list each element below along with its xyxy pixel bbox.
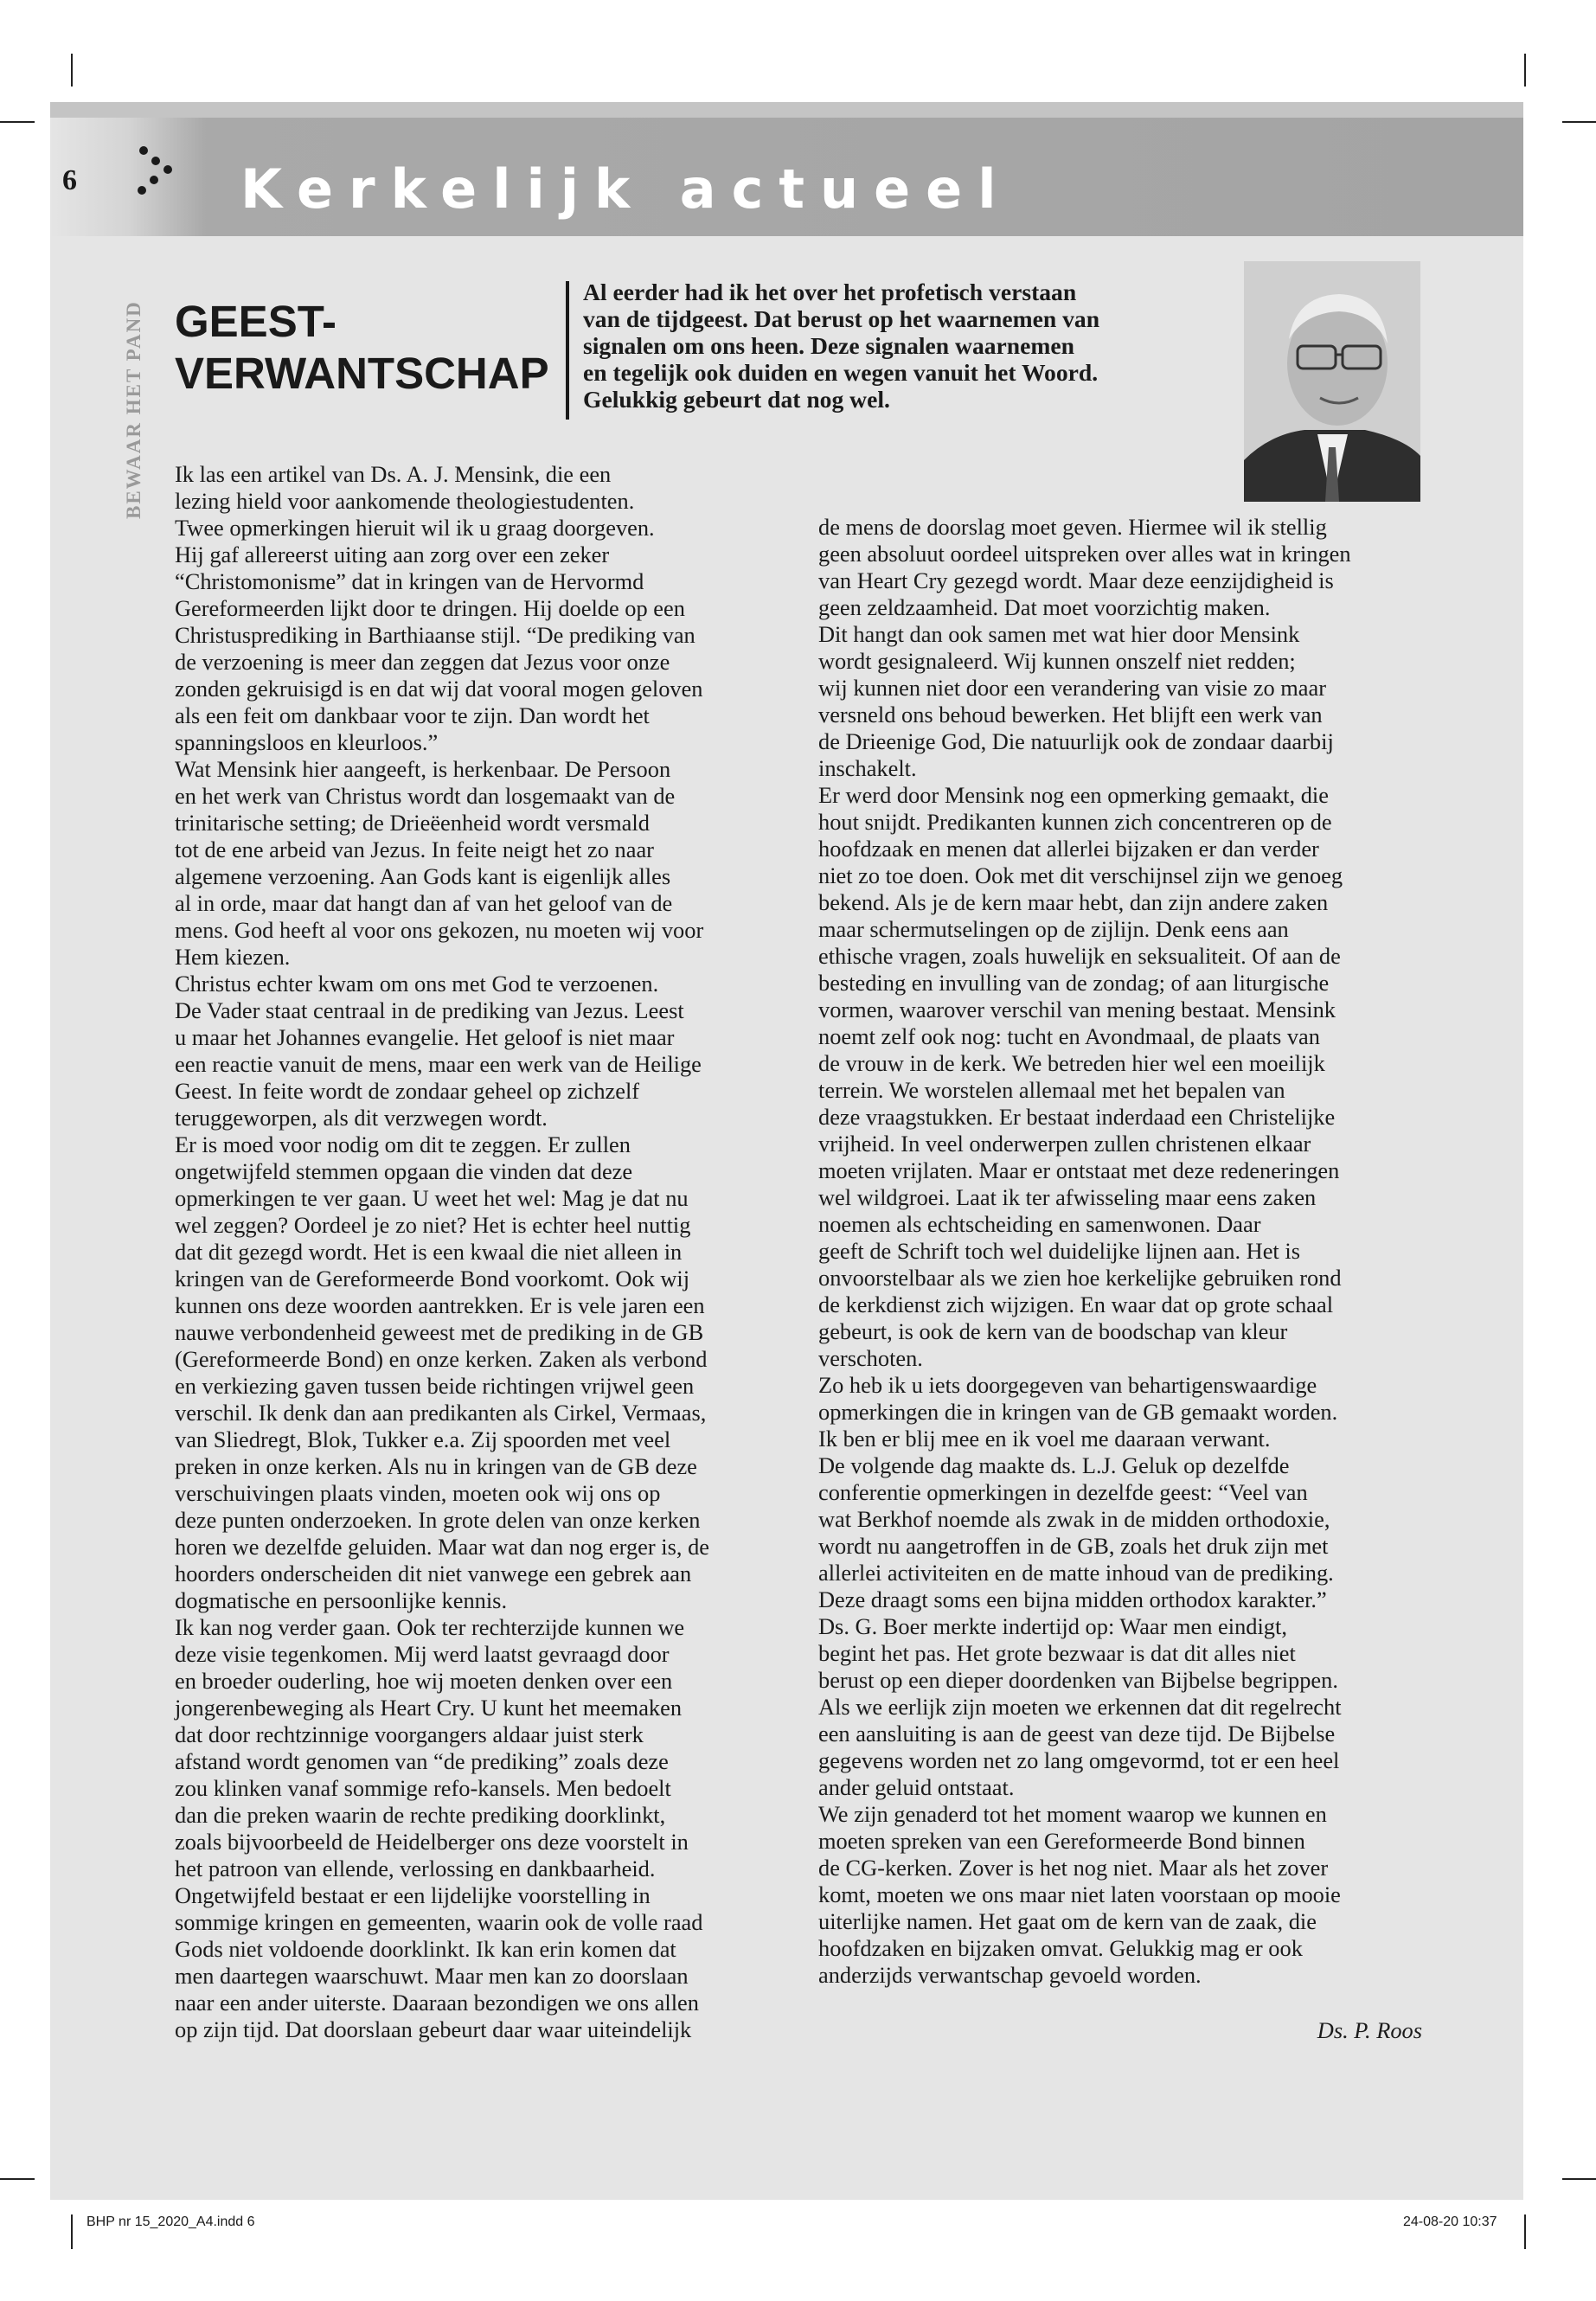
headline-line: VERWANTSCHAP	[175, 349, 549, 398]
article-line: Zo heb ik u iets doorgegeven van behartigenswaardige	[818, 1372, 1317, 1398]
crop-mark	[0, 121, 35, 123]
intro-line: Gelukkig gebeurt dat nog wel.	[583, 386, 890, 413]
article-line: geen absoluut oordeel uitspreken over alles wat in kringen	[818, 541, 1351, 567]
article-line: Geest. In feite wordt de zondaar geheel op zichzelf	[175, 1078, 640, 1104]
article-line: ethische vragen, zoals huwelijk en seksualiteit. Of aan de	[818, 943, 1341, 969]
article-line: Ds. G. Boer merkte indertijd op: Waar men eindigt,	[818, 1613, 1287, 1639]
article-line: de vrouw in de kerk. We betreden hier wel een moeilijk	[818, 1050, 1325, 1076]
article-line: een reactie vanuit de mens, maar een werk van de Heilige	[175, 1051, 702, 1077]
article-line: en het werk van Christus wordt dan losgemaakt van de	[175, 783, 676, 809]
article-line: Ik ben er blij mee en ik voel me daaraan verwant.	[818, 1426, 1271, 1452]
article-line: wij kunnen niet door een verandering van visie zo maar	[818, 675, 1326, 701]
article-line: (Gereformeerde Bond) en onze kerken. Zaken als verbond	[175, 1346, 708, 1372]
article-line: jongerenbeweging als Heart Cry. U kunt het meemaken	[175, 1695, 683, 1721]
article-line: lezing hield voor aankomende theologiestudenten.	[175, 488, 635, 514]
article-line: men daartegen waarschuwt. Maar men kan zo doorslaan	[175, 1963, 689, 1989]
article-line: Hij gaf allereerst uiting aan zorg over een zeker	[175, 542, 610, 567]
article-line: Christusprediking in Barthiaanse stijl. “De prediking van	[175, 622, 695, 648]
section-title: Kerkelijk actueel	[240, 157, 1012, 221]
article-line: en broeder ouderling, hoe wij moeten denken over een	[175, 1668, 673, 1694]
article-line: berust op een dieper doordenken van Bijbelse begrippen.	[818, 1667, 1338, 1693]
article-line: Hem kiezen.	[175, 944, 291, 970]
article-line: tot de ene arbeid van Jezus. In feite neigt het zo naar	[175, 836, 654, 862]
article-line: Er werd door Mensink nog een opmerking gemaakt, die	[818, 782, 1329, 808]
article-line: spanningsloos en kleurloos.”	[175, 729, 439, 755]
article-line: trinitarische setting; de Drieëenheid wordt versmald	[175, 810, 650, 836]
article-line: de Drieenige God, Die natuurlijk ook de zondaar daarbij	[818, 728, 1334, 754]
article-line: kunnen ons deze woorden aantrekken. Er is vele jaren een	[175, 1292, 705, 1318]
article-line: verschil. Ik denk dan aan predikanten als Cirkel, Vermaas,	[175, 1400, 707, 1426]
article-line: Gods niet voldoende doorklinkt. Ik kan erin komen dat	[175, 1936, 676, 1962]
page-number: 6	[62, 164, 77, 196]
triangle-dots-icon	[137, 144, 189, 213]
article-line: vrijheid. In veel onderwerpen zullen christenen elkaar	[818, 1131, 1311, 1157]
article-line: Gereformeerden lijkt door te dringen. Hij doelde op een	[175, 595, 685, 621]
article-column-1	[175, 461, 796, 2043]
article-line: Dit hangt dan ook samen met wat hier door Mensink	[818, 621, 1300, 647]
intro-divider	[566, 281, 569, 420]
section-header-band	[50, 102, 1523, 236]
crop-mark	[1562, 121, 1596, 123]
article-line: anderzijds verwantschap gevoeld worden.	[818, 1962, 1202, 1988]
headline-line: GEEST-	[175, 297, 337, 346]
article-line: de verzoening is meer dan zeggen dat Jezus voor onze	[175, 649, 670, 675]
article-line: de mens de doorslag moet geven. Hiermee wil ik stellig	[818, 514, 1327, 540]
article-line: verschoten.	[818, 1345, 923, 1371]
article-line: en verkiezing gaven tussen beide richtingen vrijwel geen	[175, 1373, 695, 1399]
article-line: deze visie tegenkomen. Mij werd laatst gevraagd door	[175, 1641, 670, 1667]
article-line: kringen van de Gereformeerde Bond voorkomt. Ook wij	[175, 1266, 690, 1292]
article-line: besteding en invulling van de zondag; of aan liturgische	[818, 970, 1330, 996]
article-line: versneld ons behoud bewerken. Het blijft een werk van	[818, 702, 1323, 727]
article-line: nauwe verbondenheid geweest met de prediking in de GB	[175, 1319, 704, 1345]
article-line: conferentie opmerkingen in dezelfde geest: “Veel van	[818, 1479, 1308, 1505]
article-line: moeten spreken van een Gereformeerde Bond binnen	[818, 1828, 1305, 1854]
article-line: wordt gesignaleerd. Wij kunnen onszelf niet redden;	[818, 648, 1296, 674]
article-line: onvoorstelbaar als we zien hoe kerkelijke gebruiken rond	[818, 1265, 1342, 1291]
article-line: hout snijdt. Predikanten kunnen zich concentreren op de	[818, 809, 1332, 835]
article-line: naar een ander uiterste. Daaraan bezondigen we ons allen	[175, 1990, 699, 2016]
article-line: zou klinken vanaf sommige refo-kansels. Men bedoelt	[175, 1775, 671, 1801]
article-line: wel wildgroei. Laat ik ter afwisseling maar eens zaken	[818, 1184, 1317, 1210]
article-line: Ik kan nog verder gaan. Ook ter rechterzijde kunnen we	[175, 1614, 685, 1640]
footer-timestamp: 24-08-20 10:37	[1403, 2214, 1497, 2229]
article-line: komt, moeten we ons maar niet laten voorstaan op mooie	[818, 1881, 1341, 1907]
article-line: deze vraagstukken. Er bestaat inderdaad een Christelijke	[818, 1104, 1336, 1130]
crop-mark	[1562, 2178, 1596, 2180]
article-line: inschakelt.	[818, 755, 917, 781]
article-line: Als we eerlijk zijn moeten we erkennen dat dit regelrecht	[818, 1694, 1342, 1720]
article-line: “Christomonisme” dat in kringen van de Hervormd	[175, 568, 644, 594]
article-line: Twee opmerkingen hieruit wil ik u graag doorgeven.	[175, 515, 655, 541]
article-line: terrein. We worstelen allemaal met het bepalen van	[818, 1077, 1285, 1103]
article-line: afstand wordt genomen van “de prediking” zoals deze	[175, 1748, 669, 1774]
article-line: preken in onze kerken. Als nu in kringen van de GB deze	[175, 1453, 697, 1479]
article-line: de CG-kerken. Zover is het nog niet. Maar als het zover	[818, 1855, 1329, 1881]
article-line: als een feit om dankbaar voor te zijn. Dan wordt het	[175, 702, 650, 728]
intro-line: van de tijdgeest. Dat berust op het waarnemen van	[583, 305, 1100, 332]
article-line: zoals bijvoorbeeld de Heidelberger ons deze voorstelt in	[175, 1829, 689, 1855]
article-line: gegevens worden net zo lang omgevormd, tot er een heel	[818, 1747, 1340, 1773]
article-line: teruggeworpen, als dit verzwegen wordt.	[175, 1105, 548, 1131]
article-line: wel zeggen? Oordeel je zo niet? Het is echter heel nuttig	[175, 1212, 691, 1238]
article-line: opmerkingen te ver gaan. U weet het wel: Mag je dat nu	[175, 1185, 689, 1211]
article-line: Wat Mensink hier aangeeft, is herkenbaar. De Persoon	[175, 756, 671, 782]
article-line: wordt nu aangetroffen in de GB, zoals het druk zijn met	[818, 1533, 1329, 1559]
article-line: begint het pas. Het grote bezwaar is dat dit alles niet	[818, 1640, 1296, 1666]
intro-line: Al eerder had ik het over het profetisch verstaan	[583, 279, 1077, 305]
article-line: de kerkdienst zich wijzigen. En waar dat op grote schaal	[818, 1292, 1334, 1317]
article-intro	[583, 279, 1223, 413]
article-line: niet zo toe doen. Ook met dit verschijnsel zijn we genoeg	[818, 862, 1343, 888]
magazine-name-vertical: BEWAAR HET PAND	[123, 300, 144, 519]
article-line: het patroon van ellende, verlossing en dankbaarheid.	[175, 1856, 656, 1881]
article-line: op zijn tijd. Dat doorslaan gebeurt daar waar uiteindelijk	[175, 2016, 692, 2042]
article-line: We zijn genaderd tot het moment waarop we kunnen en	[818, 1801, 1327, 1827]
article-line: moeten vrijlaten. Maar er ontstaat met deze redeneringen	[818, 1157, 1340, 1183]
article-line: noemen als echtscheiding en samenwonen. Daar	[818, 1211, 1261, 1237]
article-line: dan die preken waarin de rechte prediking doorklinkt,	[175, 1802, 666, 1828]
article-line: u maar het Johannes evangelie. Het geloof is niet maar	[175, 1024, 675, 1050]
article-line: hoofdzaak en menen dat allerlei bijzaken er dan verder	[818, 836, 1319, 862]
article-line: hoorders onderscheiden dit niet vanwege een gebrek aan	[175, 1561, 692, 1586]
article-line: van Sliedregt, Blok, Tukker e.a. Zij spoorden met veel	[175, 1426, 671, 1452]
article-line: dat dit gezegd wordt. Het is een kwaal die niet alleen in	[175, 1239, 683, 1265]
article-line: deze punten onderzoeken. In grote delen van onze kerken	[175, 1507, 701, 1533]
article-line: algemene verzoening. Aan Gods kant is eigenlijk alles	[175, 863, 671, 889]
author-photo	[1244, 261, 1420, 502]
article-line: al in orde, maar dat hangt dan af van het geloof van de	[175, 890, 673, 916]
article-line: hoofdzaken en bijzaken omvat. Gelukkig mag er ook	[818, 1935, 1303, 1961]
article-line: ongetwijfeld stemmen opgaan die vinden dat deze	[175, 1158, 633, 1184]
article-line: van Heart Cry gezegd wordt. Maar deze eenzijdigheid is	[818, 567, 1334, 593]
article-line: Ik las een artikel van Ds. A. J. Mensink, die een	[175, 461, 612, 487]
article-line: dat door rechtzinnige voorgangers aldaar juist sterk	[175, 1721, 644, 1747]
article-line: ander geluid ontstaat.	[818, 1774, 1015, 1800]
article-line: geeft de Schrift toch wel duidelijke lijnen aan. Het is	[818, 1238, 1300, 1264]
article-line: wat Berkhof noemde als zwak in de midden orthodoxie,	[818, 1506, 1330, 1532]
article-line: geen zeldzaamheid. Dat moet voorzichtig maken.	[818, 594, 1271, 620]
article-line: Christus echter kwam om ons met God te verzoenen.	[175, 971, 659, 997]
article-line: zonden gekruisigd is en dat wij dat vooral mogen geloven	[175, 676, 703, 702]
article-line: vormen, waarover verschil van mening bestaat. Mensink	[818, 997, 1336, 1022]
crop-mark	[71, 2214, 73, 2249]
article-column-2	[818, 514, 1439, 1989]
intro-line: en tegelijk ook duiden en wegen vanuit het Woord.	[583, 359, 1099, 386]
article-line: een aansluiting is aan de geest van deze tijd. De Bijbelse	[818, 1721, 1336, 1747]
article-line: horen we dezelfde geluiden. Maar wat dan nog erger is, de	[175, 1534, 709, 1560]
crop-mark	[1524, 2214, 1526, 2249]
article-line: Er is moed voor nodig om dit te zeggen. Er zullen	[175, 1131, 631, 1157]
article-headline	[175, 296, 549, 400]
article-line: bekend. Als je de kern maar hebt, dan zijn andere zaken	[818, 889, 1329, 915]
article-line: opmerkingen die in kringen van de GB gemaakt worden.	[818, 1399, 1338, 1425]
article-line: De Vader staat centraal in de prediking van Jezus. Leest	[175, 997, 684, 1023]
article-line: uiterlijke namen. Het gaat om de kern van de zaak, die	[818, 1908, 1317, 1934]
article-line: noemt zelf ook nog: tucht en Avondmaal, de plaats van	[818, 1023, 1320, 1049]
article-line: gebeurt, is ook de kern van de boodschap van kleur	[818, 1318, 1288, 1344]
article-line: verschuivingen plaats vinden, moeten ook wij ons op	[175, 1480, 661, 1506]
article-line: Ongetwijfeld bestaat er een lijdelijke voorstelling in	[175, 1882, 651, 1908]
article-line: maar schermutselingen op de zijlijn. Denk eens aan	[818, 916, 1289, 942]
crop-mark	[0, 2178, 35, 2180]
article-line: De volgende dag maakte ds. L.J. Geluk op dezelfde	[818, 1452, 1290, 1478]
intro-line: signalen om ons heen. Deze signalen waarnemen	[583, 332, 1074, 359]
crop-mark	[71, 54, 73, 87]
article-line: sommige kringen en gemeenten, waarin ook de volle raad	[175, 1909, 703, 1935]
author-signature: Ds. P. Roos	[1317, 2017, 1422, 2043]
article-line: mens. God heeft al voor ons gekozen, nu moeten wij voor	[175, 917, 704, 943]
article-line: Deze draagt soms een bijna midden orthodox karakter.”	[818, 1586, 1327, 1612]
crop-mark	[1524, 54, 1526, 87]
article-line: allerlei activiteiten en de matte inhoud van de prediking.	[818, 1560, 1334, 1586]
article-line: dogmatische en persoonlijke kennis.	[175, 1587, 508, 1613]
footer-file-label: BHP nr 15_2020_A4.indd 6	[87, 2214, 255, 2229]
